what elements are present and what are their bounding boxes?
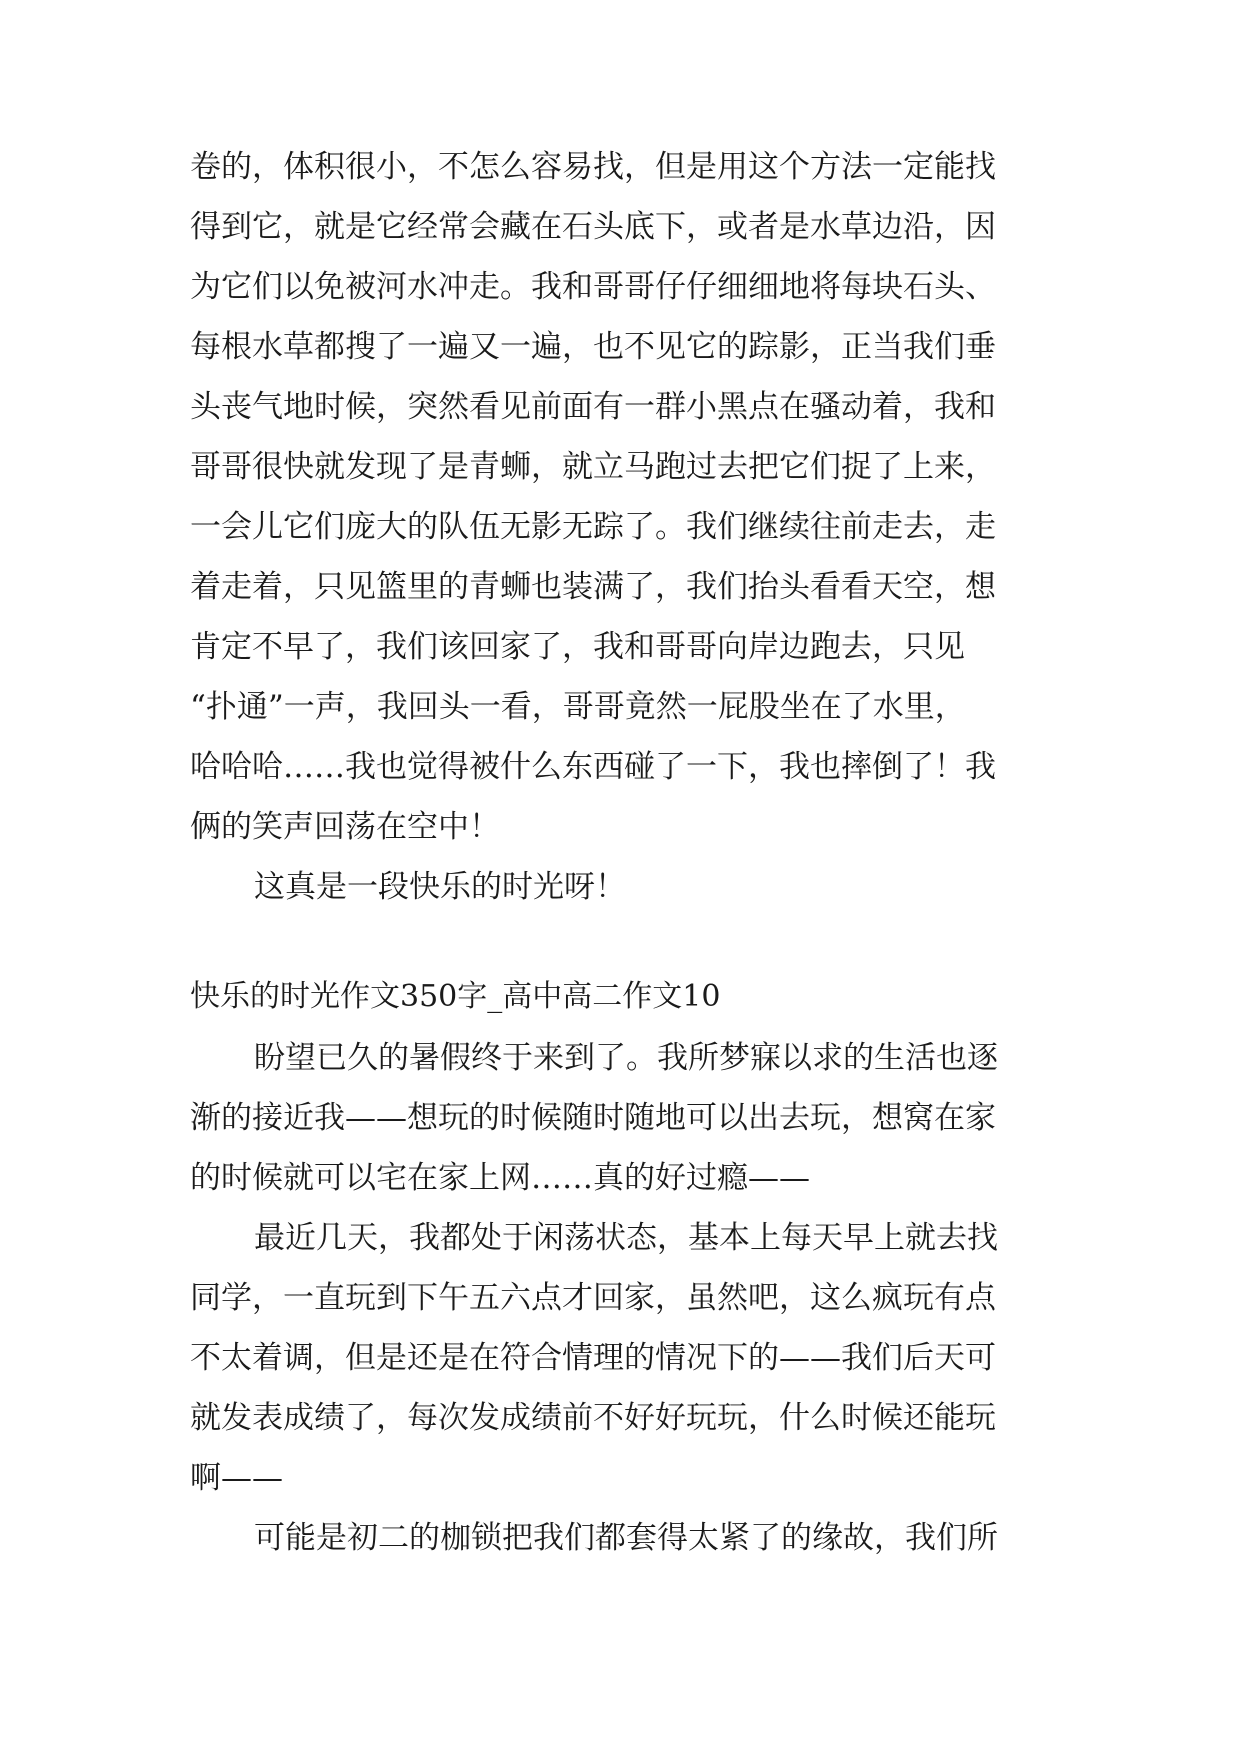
text-line: 渐的接近我——想玩的时候随时随地可以出去玩，想窝在家 [190, 1100, 996, 1136]
text-line: 盼望已久的暑假终于来到了。我所梦寐以求的生活也逐 [254, 1040, 998, 1076]
text-line: 为它们以免被河水冲走。我和哥哥仔仔细细地将每块石头、 [190, 269, 996, 305]
text-line: 肯定不早了，我们该回家了，我和哥哥向岸边跑去，只见 [190, 629, 965, 665]
essay-heading: 快乐的时光作文350字_高中高二作文10 [190, 979, 721, 1014]
text-line: 每根水草都搜了一遍又一遍，也不见它的踪影，正当我们垂 [190, 329, 996, 365]
text-line: 得到它，就是它经常会藏在石头底下，或者是水草边沿，因 [190, 209, 996, 245]
text-line: 哈哈哈……我也觉得被什么东西碰了一下，我也摔倒了！我 [190, 749, 996, 785]
closing-line: 这真是一段快乐的时光呀！ [254, 869, 626, 905]
text-line: 一会儿它们庞大的队伍无影无踪了。我们继续往前走去，走 [190, 509, 996, 545]
text-line: 同学，一直玩到下午五六点才回家，虽然吧，这么疯玩有点 [190, 1280, 996, 1316]
text-line: 卷的，体积很小，不怎么容易找，但是用这个方法一定能找 [190, 149, 996, 185]
text-line: 就发表成绩了，每次发成绩前不好好玩玩，什么时候还能玩 [190, 1400, 996, 1436]
text-line: “扑通”一声，我回头一看，哥哥竟然一屁股坐在了水里， [190, 689, 966, 725]
text-line: 头丧气地时候，突然看见前面有一群小黑点在骚动着，我和 [190, 389, 996, 425]
text-line: 着走着，只见篮里的青蛳也装满了，我们抬头看看天空，想 [190, 569, 996, 605]
text-line: 不太着调，但是还是在符合情理的情况下的——我们后天可 [190, 1340, 996, 1376]
text-line: 俩的笑声回荡在空中！ [190, 809, 500, 845]
text-line: 的时候就可以宅在家上网……真的好过瘾—— [190, 1160, 810, 1196]
text-line: 哥哥很快就发现了是青蛳，就立马跑过去把它们捉了上来， [190, 449, 996, 485]
text-line: 最近几天，我都处于闲荡状态，基本上每天早上就去找 [254, 1220, 998, 1256]
text-line: 啊—— [190, 1460, 283, 1496]
text-line: 可能是初二的枷锁把我们都套得太紧了的缘故，我们所 [254, 1520, 998, 1556]
